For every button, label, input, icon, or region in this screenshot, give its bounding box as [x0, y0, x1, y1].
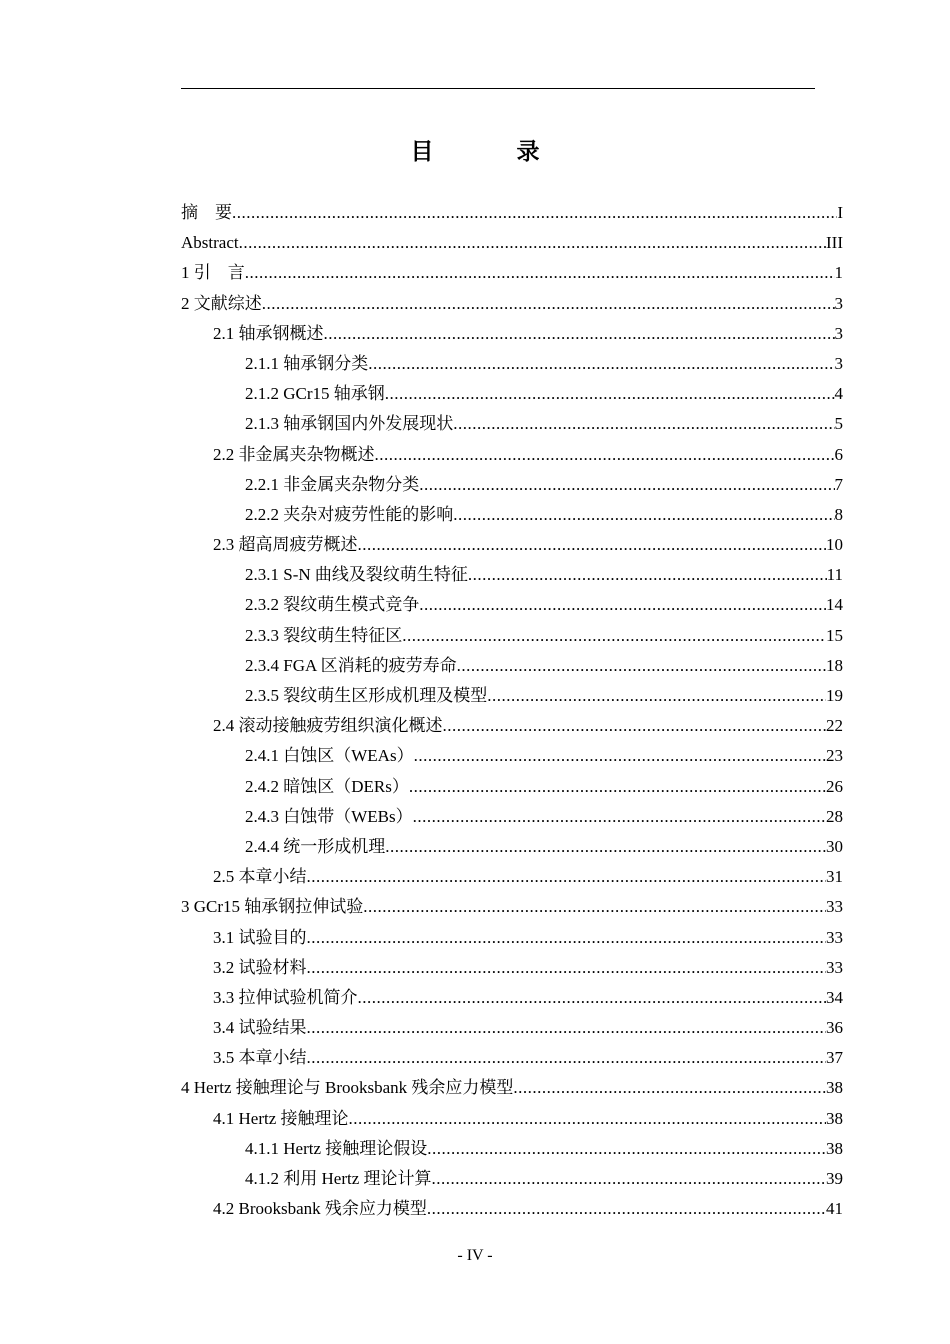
- toc-entry[interactable]: [181, 1013, 843, 1043]
- dot-leader: [232, 198, 837, 228]
- dot-leader: [307, 923, 827, 953]
- dot-leader: [419, 470, 834, 500]
- dot-leader: [427, 1134, 826, 1164]
- dot-leader: [413, 802, 826, 832]
- dot-leader: [402, 621, 826, 651]
- toc-entry[interactable]: [181, 228, 843, 258]
- toc-entry-label: 3.3 拉伸试验机简介: [213, 987, 358, 1007]
- dot-leader: [443, 711, 827, 741]
- toc-entry-page-number: 19: [826, 686, 843, 705]
- toc-entry[interactable]: [181, 319, 843, 349]
- toc-entry[interactable]: [181, 440, 843, 470]
- toc-entry[interactable]: [181, 349, 843, 379]
- toc-entry-label: 4 Hertz 接触理论与 Brooksbank 残余应力模型: [181, 1078, 514, 1098]
- toc-entry[interactable]: [181, 892, 843, 922]
- toc-entry-label: 2 文献综述: [181, 293, 262, 313]
- dot-leader: [239, 228, 826, 258]
- toc-entry-label: 2.4.2 暗蚀区（DERs）: [245, 776, 409, 796]
- dot-leader: [427, 1194, 826, 1224]
- dot-leader: [375, 440, 835, 470]
- toc-entry-label: 2.3.3 裂纹萌生特征区: [245, 625, 403, 645]
- toc-entry-page-number: 3: [834, 323, 843, 343]
- toc-entry[interactable]: [181, 500, 843, 530]
- toc-entry-page-number: 5: [834, 414, 843, 434]
- dot-leader: [385, 379, 835, 409]
- dot-leader: [368, 349, 834, 379]
- dot-leader: [453, 500, 834, 530]
- toc-entry-page-number: 31: [826, 867, 843, 887]
- toc-entry-label: Abstract: [181, 233, 239, 253]
- toc-entry-page-number: 8: [834, 504, 843, 524]
- toc-entry-label: 4.1 Hertz 接触理论: [213, 1108, 349, 1128]
- dot-leader: [307, 862, 827, 892]
- dot-leader: [453, 409, 834, 439]
- toc-entry-label: 2.1.1 轴承钢分类: [245, 353, 369, 373]
- toc-entry[interactable]: [181, 651, 843, 681]
- dot-leader: [324, 319, 835, 349]
- toc-entry-label: 4.2 Brooksbank 残余应力模型: [213, 1199, 427, 1219]
- toc-entry[interactable]: [181, 470, 843, 500]
- toc-entry-page-number: 1: [834, 263, 843, 283]
- toc-entry[interactable]: [181, 409, 843, 439]
- toc-entry-page-number: 11: [826, 565, 843, 585]
- toc-entry-label: 摘 要: [181, 203, 232, 222]
- toc-entry[interactable]: [181, 289, 843, 319]
- toc-entry[interactable]: [181, 711, 843, 741]
- dot-leader: [513, 1073, 826, 1103]
- toc-entry-page-number: 38: [826, 1078, 843, 1098]
- toc-entry-label: 2.4 滚动接触疲劳组织演化概述: [213, 716, 443, 736]
- dot-leader: [307, 1043, 827, 1073]
- toc-entry-page-number: 36: [826, 1018, 843, 1038]
- toc-entry[interactable]: [181, 802, 843, 832]
- dot-leader: [307, 1013, 827, 1043]
- toc-entry[interactable]: [181, 923, 843, 953]
- dot-leader: [457, 651, 826, 681]
- toc-entry-page-number: I: [837, 203, 843, 222]
- toc-entry-page-number: 3: [834, 293, 843, 313]
- toc-entry-page-number: 15: [826, 625, 843, 645]
- toc-entry-label: 2.4.1 白蚀区（WEAs）: [245, 746, 414, 766]
- toc-entry[interactable]: [181, 530, 843, 560]
- toc-entry-page-number: 22: [826, 716, 843, 736]
- toc-entry[interactable]: [181, 772, 843, 802]
- toc-entry-page-number: 14: [826, 595, 843, 615]
- toc-entry-page-number: 30: [826, 836, 843, 856]
- toc-entry-label: 2.3 超高周疲劳概述: [213, 535, 358, 555]
- toc-entry[interactable]: [181, 1073, 843, 1103]
- dot-leader: [414, 741, 826, 771]
- toc-entry-label: 2.3.1 S-N 曲线及裂纹萌生特征: [245, 565, 468, 585]
- page-number-footer: - IV -: [457, 1247, 493, 1264]
- toc-entry-label: 2.3.5 裂纹萌生区形成机理及模型: [245, 686, 488, 705]
- toc-entry-label: 3.4 试验结果: [213, 1018, 307, 1038]
- toc-entry-page-number: 33: [826, 927, 843, 947]
- toc-entry[interactable]: [181, 258, 843, 288]
- toc-entry-page-number: 33: [826, 957, 843, 977]
- toc-entry[interactable]: [181, 1134, 843, 1164]
- dot-leader: [487, 681, 826, 711]
- toc-entry[interactable]: [181, 1164, 843, 1194]
- dot-leader: [349, 1104, 826, 1134]
- toc-entry-label: 2.1.2 GCr15 轴承钢: [245, 384, 385, 404]
- toc-entry-page-number: 6: [834, 444, 843, 464]
- toc-entry-label: 4.1.2 利用 Hertz 理论计算: [245, 1169, 432, 1188]
- dot-leader: [432, 1164, 826, 1194]
- header-rule: [181, 88, 815, 89]
- dot-leader: [358, 530, 827, 560]
- table-of-contents: [181, 198, 843, 1224]
- toc-entry-label: 1 引 言: [181, 263, 245, 283]
- dot-leader: [468, 560, 827, 590]
- toc-entry-label: 2.2 非金属夹杂物概述: [213, 444, 375, 464]
- dot-leader: [419, 590, 826, 620]
- toc-entry[interactable]: [181, 1043, 843, 1073]
- toc-entry[interactable]: [181, 379, 843, 409]
- dot-leader: [307, 953, 827, 983]
- toc-entry-label: 2.1 轴承钢概述: [213, 323, 324, 343]
- toc-entry-page-number: 18: [826, 655, 843, 675]
- toc-entry-label: 3.2 试验材料: [213, 957, 307, 977]
- dot-leader: [409, 772, 826, 802]
- toc-entry-label: 4.1.1 Hertz 接触理论假设: [245, 1138, 428, 1158]
- toc-entry-label: 2.2.1 非金属夹杂物分类: [245, 474, 420, 494]
- dot-leader: [358, 983, 827, 1013]
- dot-leader: [262, 289, 835, 319]
- toc-entry-label: 2.4.4 统一形成机理: [245, 836, 386, 856]
- toc-entry-page-number: III: [826, 233, 843, 253]
- toc-entry[interactable]: [181, 621, 843, 651]
- toc-entry-label: 2.5 本章小结: [213, 867, 307, 887]
- toc-entry-label: 3.5 本章小结: [213, 1048, 307, 1068]
- toc-entry-page-number: 4: [834, 384, 843, 404]
- toc-entry-label: 2.4.3 白蚀带（WEBs）: [245, 806, 413, 826]
- toc-entry-page-number: 34: [826, 987, 843, 1007]
- toc-entry-page-number: 41: [826, 1199, 843, 1219]
- toc-entry-page-number: 39: [826, 1169, 843, 1188]
- toc-entry-label: 3 GCr15 轴承钢拉伸试验: [181, 897, 364, 917]
- toc-entry[interactable]: [181, 741, 843, 771]
- toc-entry[interactable]: [181, 832, 843, 862]
- toc-entry-page-number: 3: [834, 353, 843, 373]
- toc-entry[interactable]: [181, 983, 843, 1013]
- page-title: 目 录: [410, 139, 570, 165]
- toc-entry-page-number: 33: [826, 897, 843, 917]
- toc-entry-page-number: 28: [826, 806, 843, 826]
- toc-entry[interactable]: [181, 681, 843, 711]
- toc-entry-label: 3.1 试验目的: [213, 927, 307, 947]
- toc-entry-label: 2.3.2 裂纹萌生模式竞争: [245, 595, 420, 615]
- toc-entry-label: 2.3.4 FGA 区消耗的疲劳寿命: [245, 655, 457, 675]
- toc-entry-page-number: 37: [826, 1048, 843, 1068]
- toc-entry-page-number: 23: [826, 746, 843, 766]
- toc-entry[interactable]: [181, 590, 843, 620]
- toc-entry[interactable]: [181, 198, 843, 228]
- toc-entry-page-number: 10: [826, 535, 843, 555]
- toc-entry-label: 2.1.3 轴承钢国内外发展现状: [245, 414, 454, 434]
- toc-entry-page-number: 38: [826, 1138, 843, 1158]
- toc-entry[interactable]: [181, 862, 843, 892]
- toc-entry[interactable]: [181, 1194, 843, 1224]
- toc-entry-page-number: 38: [826, 1108, 843, 1128]
- dot-leader: [245, 258, 835, 288]
- toc-entry[interactable]: [181, 560, 843, 590]
- toc-entry[interactable]: [181, 1104, 843, 1134]
- dot-leader: [385, 832, 826, 862]
- dot-leader: [363, 892, 826, 922]
- toc-entry-page-number: 7: [834, 474, 843, 494]
- toc-entry-page-number: 26: [826, 776, 843, 796]
- toc-entry[interactable]: [181, 953, 843, 983]
- toc-entry-label: 2.2.2 夹杂对疲劳性能的影响: [245, 504, 454, 524]
